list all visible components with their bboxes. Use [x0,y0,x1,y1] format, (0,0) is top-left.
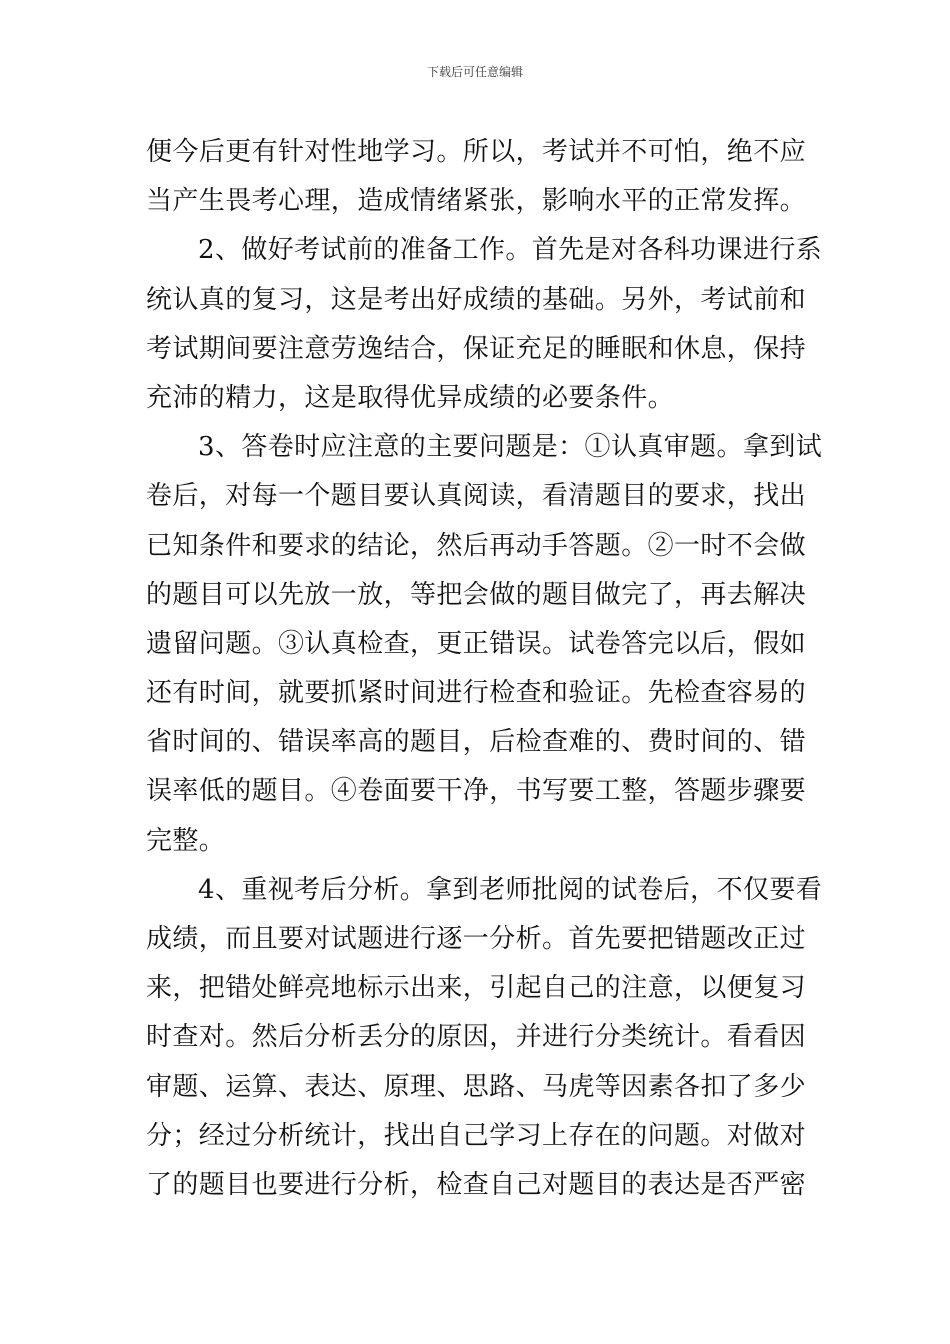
document-body [146,128,823,1210]
text-line: 来，把错处鲜亮地标示出来，引起自己的注意，以便复习 [146,973,807,1004]
paragraph-start-line: 3、答卷时应注意的主要问题是：①认真审题。拿到试 [198,432,823,463]
text-line: 时查对。然后分析丢分的原因，并进行分类统计。看看因 [146,1022,807,1053]
text-line: 遗留问题。③认真检查，更正错误。试卷答完以后，假如 [146,628,807,659]
text-line: 分；经过分析统计，找出自己学习上存在的问题。对做对 [146,1120,807,1151]
text-line: 完整。 [146,825,226,856]
text-line: 的题目可以先放一放，等把会做的题目做完了，再去解决 [146,579,807,610]
paragraph-start-line: 4、重视考后分析。拿到老师批阅的试卷后，不仅要看 [198,874,823,905]
text-line: 充沛的精力，这是取得优异成绩的必要条件。 [146,382,675,413]
text-line: 省时间的、错误率高的题目，后检查难的、费时间的、错 [146,727,807,758]
text-line: 已知条件和要求的结论，然后再动手答题。②一时不会做 [146,530,807,561]
page-header: 下载后可任意编辑 [426,65,523,79]
text-line: 审题、运算、表达、原理、思路、马虎等因素各扣了多少 [146,1071,807,1102]
text-line: 当产生畏考心理，造成情绪紧张，影响水平的正常发挥。 [146,186,807,217]
text-line: 卷后，对每一个题目要认真阅读，看清题目的要求，找出 [146,481,807,512]
text-line: 便今后更有针对性地学习。所以，考试并不可怕，绝不应 [146,137,807,167]
text-line: 还有时间，就要抓紧时间进行检查和验证。先检查容易的 [146,678,807,709]
text-line: 了的题目也要进行分析，检查自己对题目的表达是否严密 [146,1169,807,1200]
text-line: 统认真的复习，这是考出好成绩的基础。另外，考试前和 [146,284,807,315]
paragraph-start-line: 2、做好考试前的准备工作。首先是对各科功课进行系 [198,235,823,266]
text-line: 成绩，而且要对试题进行逐一分析。首先要把错题改正过 [146,924,807,954]
text-line: 考试期间要注意劳逸结合，保证充足的睡眠和休息，保持 [146,333,807,364]
text-line: 误率低的题目。④卷面要干净，书写要工整，答题步骤要 [146,776,807,807]
